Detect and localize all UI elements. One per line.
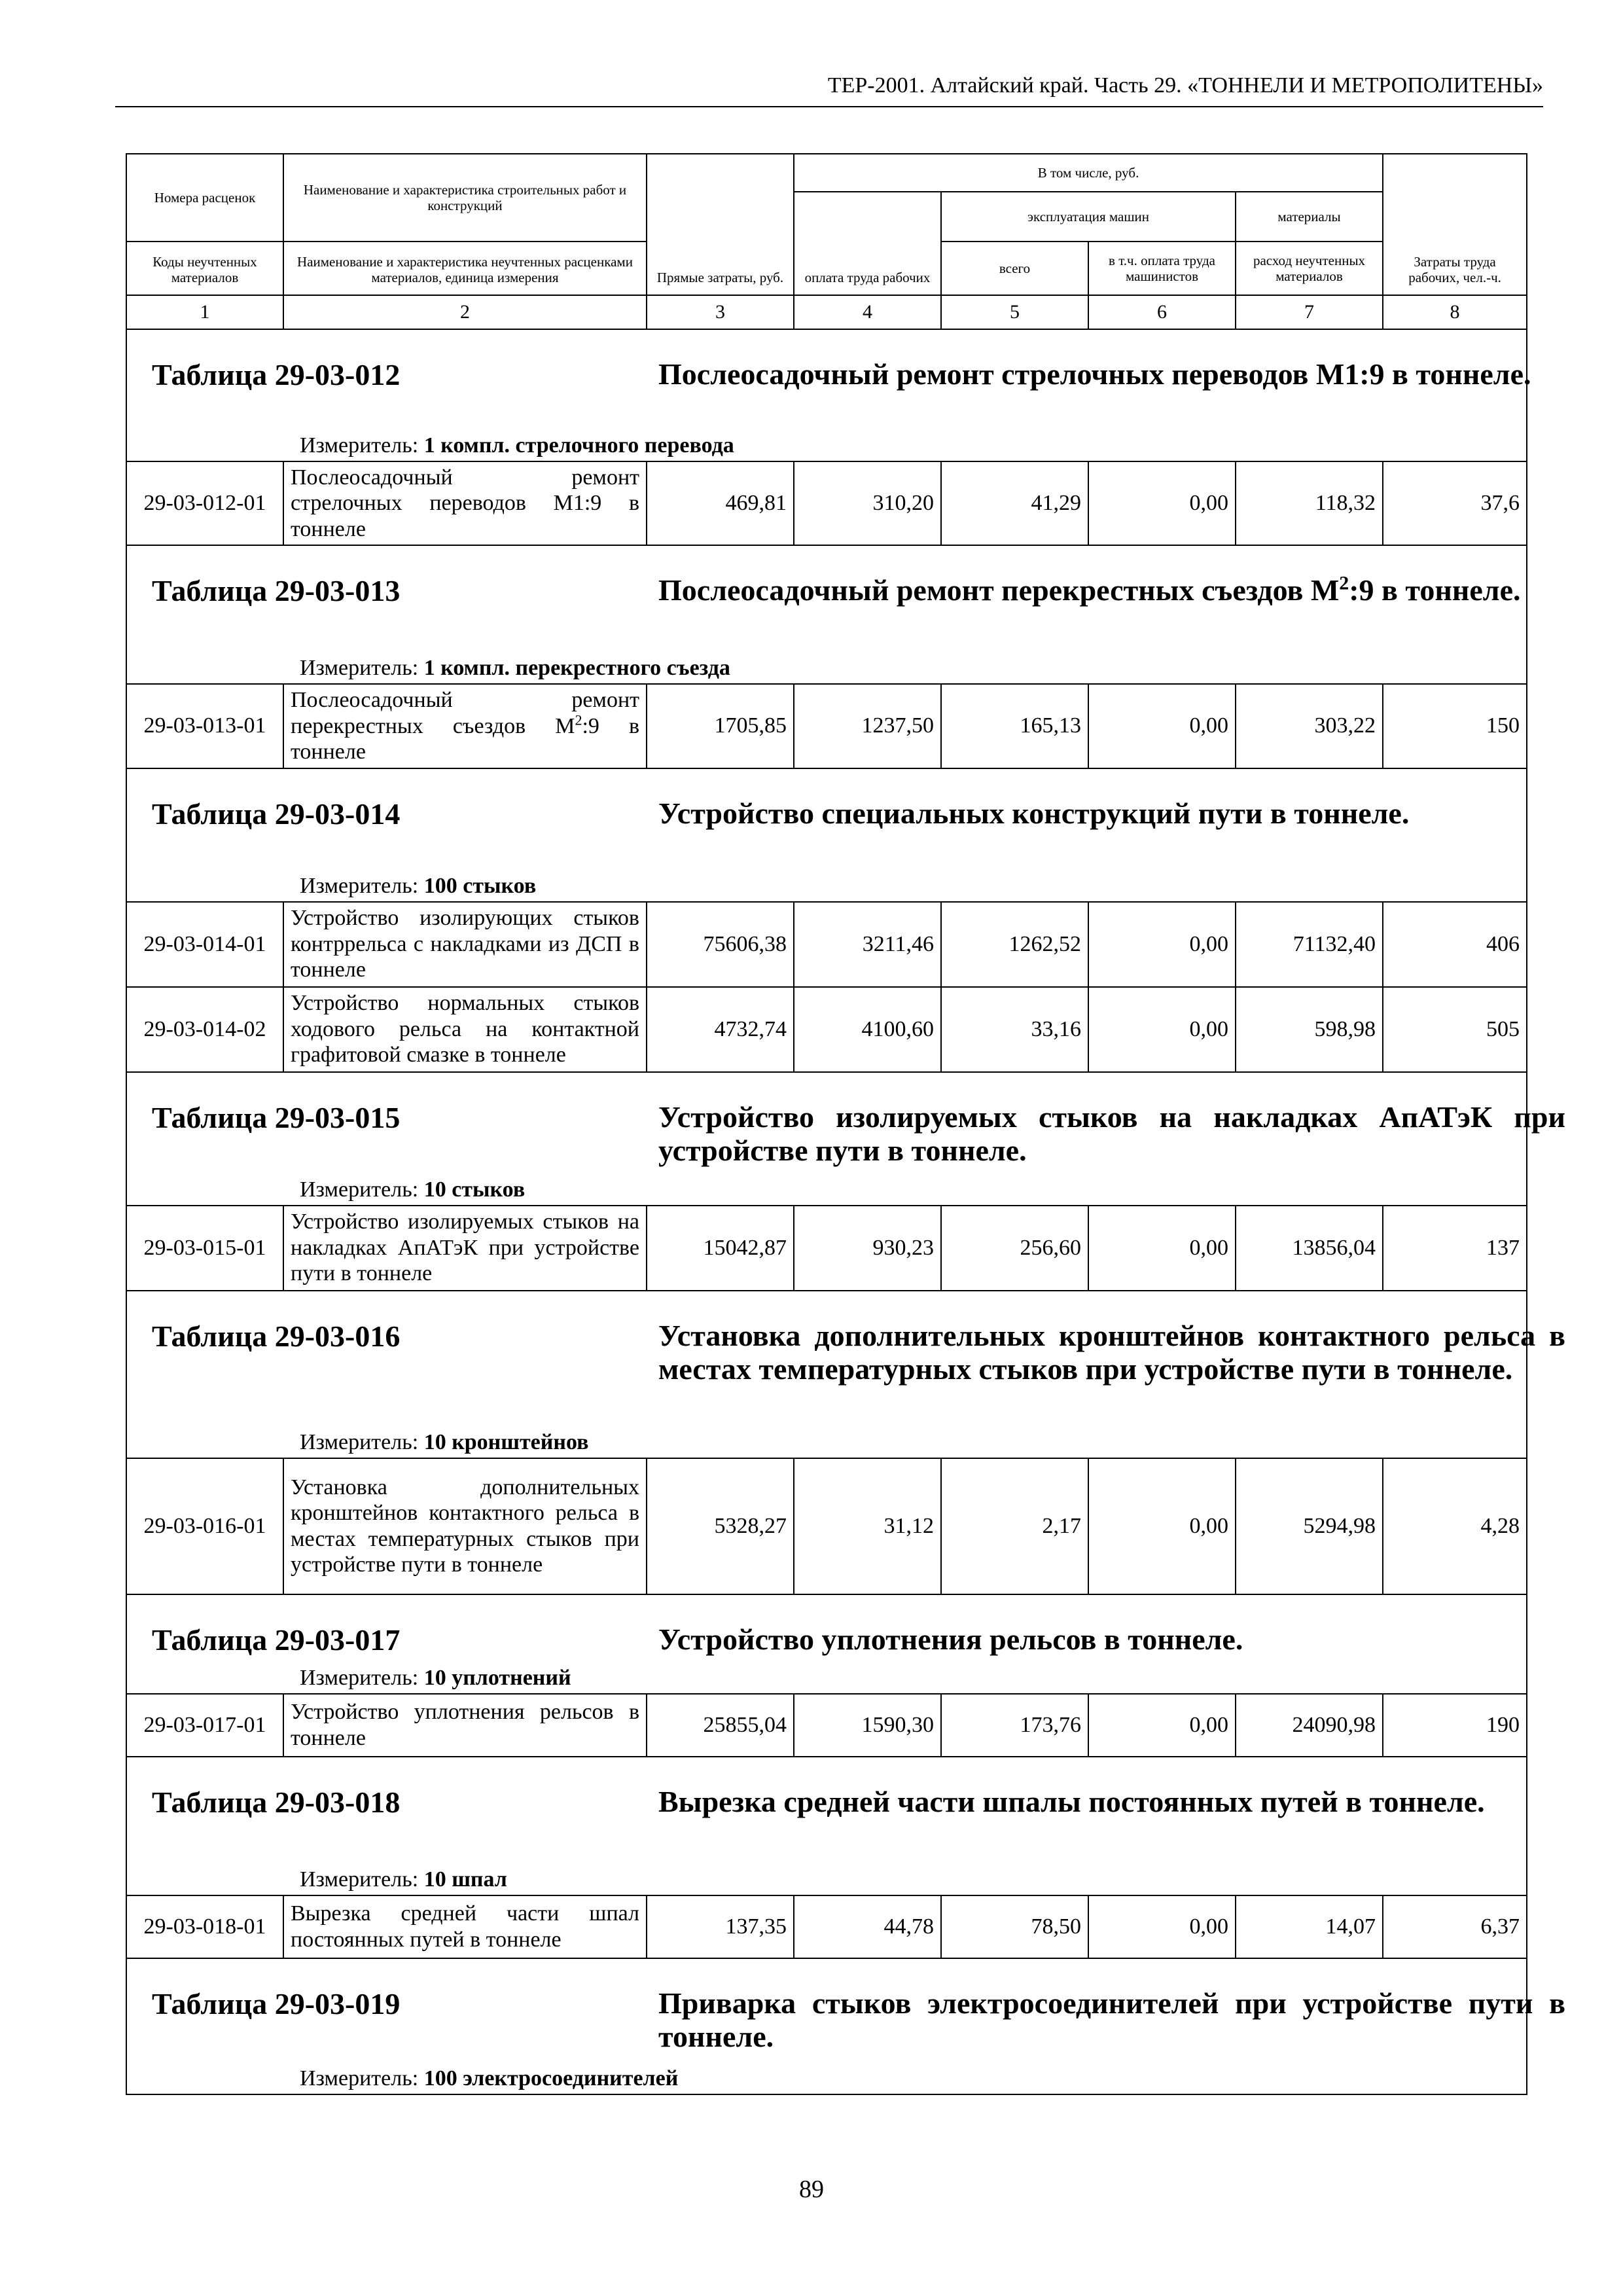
section-unit: Измеритель: 1 компл. перекрестного съезда [300,656,730,681]
rate-name: Устройство изолирующих стыков контррельса с накладками из ДСП в тоннеле [283,902,647,987]
section-unit: Измеритель: 10 стыков [300,1177,526,1202]
rate-name: Послеосадочный ремонт перекрестных съездов $М^2:9$ в тоннеле [283,684,647,768]
table-row [126,1458,1527,1594]
section-unit: Измеритель: 10 уплотнений [300,1665,571,1690]
table-row [126,461,1527,545]
section-code: Таблица 29-03-014 [152,797,401,831]
rate-code: 29-03-015-01 [126,1206,283,1291]
labor-hours: 4,28 [1383,1458,1527,1594]
section-title: Установка дополнительных кронштейнов контактного рельса в местах температурных стыков при устройстве пути в тоннеле. [658,1318,1565,1386]
table-row [126,684,1527,768]
table-row [126,1206,1527,1291]
header-col2-bottom: Наименование и характеристика неучтенных расценками материалов, единица измерения [283,242,647,295]
section-unit: Измеритель: 10 кронштейнов [300,1429,589,1454]
header-labor-pay: оплата труда рабочих [794,192,941,295]
rate-code: 29-03-012-01 [126,461,283,545]
labor-pay: 1237,50 [794,684,941,768]
labor-pay: 310,20 [794,461,941,545]
machines-total: 78,50 [941,1895,1088,1958]
direct-costs: 4732,74 [647,987,794,1072]
labor-hours: 137 [1383,1206,1527,1291]
column-number: 6 [1088,295,1236,329]
machines-total: 256,60 [941,1206,1088,1291]
table-row [126,1694,1527,1757]
rate-name: Послеосадочный ремонт стрелочных переводов М1:9 в тоннеле [283,461,647,545]
running-header: ТЕР-2001. Алтайский край. Часть 29. «ТОННЕЛИ И МЕТРОПОЛИТЕНЫ» [115,73,1543,107]
rate-name: Устройство нормальных стыков ходового рельса на контактной графитовой смазке в тоннеле [283,987,647,1072]
labor-pay: 1590,30 [794,1694,941,1757]
section-header [126,1958,1565,2094]
header-col2-top: Наименование и характеристика строительных работ и конструкций [283,154,647,242]
direct-costs: 15042,87 [647,1206,794,1291]
direct-costs: 75606,38 [647,902,794,987]
column-number: 8 [1383,295,1527,329]
header-col1-top: Номера расценок [126,154,283,242]
direct-costs: 5328,27 [647,1458,794,1594]
section-unit: Измеритель: 100 стыков [300,873,537,898]
rate-name: Устройство изолируемых стыков на накладках АпАТэК при устройстве пути в тоннеле [283,1206,647,1291]
labor-hours: 6,37 [1383,1895,1527,1958]
rate-code: 29-03-017-01 [126,1694,283,1757]
rates-table [126,153,1565,2095]
header-machinist-pay: в т.ч. оплата труда машинистов [1088,242,1236,295]
header-materials: материалы [1236,192,1383,242]
page-number: 89 [799,2176,824,2203]
rate-code: 29-03-014-02 [126,987,283,1072]
labor-hours: 150 [1383,684,1527,768]
materials-cost: 598,98 [1236,987,1383,1072]
section-header [126,768,1527,902]
machines-total: 33,16 [941,987,1088,1072]
column-number: 3 [647,295,794,329]
rate-name: Установка дополнительных кронштейнов контактного рельса в местах температурных стыков при устройстве пути в тоннеле [283,1458,647,1594]
section-header [126,1594,1527,1694]
header-machines: эксплуатация машин [941,192,1236,242]
machinist-pay: 0,00 [1088,684,1236,768]
section-title: Послеосадочный ремонт перекрестных съездов $М^2:9$ в тоннеле. [658,572,1521,607]
labor-pay: 930,23 [794,1206,941,1291]
direct-costs: 25855,04 [647,1694,794,1757]
table-row [126,902,1527,987]
labor-pay: 44,78 [794,1895,941,1958]
section-header [126,329,1531,461]
header-direct-costs: Прямые затраты, руб. [647,154,794,295]
section-title: Приварка стыков электросоединителей при устройстве пути в тоннеле. [658,1986,1565,2054]
labor-hours: 190 [1383,1694,1527,1757]
rate-code: 29-03-014-01 [126,902,283,987]
machinist-pay: 0,00 [1088,1895,1236,1958]
section-header [126,1072,1565,1206]
labor-hours: 37,6 [1383,461,1527,545]
materials-cost: 13856,04 [1236,1206,1383,1291]
materials-cost: 71132,40 [1236,902,1383,987]
column-number: 5 [941,295,1088,329]
materials-cost: 303,22 [1236,684,1383,768]
rate-name: Вырезка средней части шпал постоянных путей в тоннеле [283,1895,647,1958]
direct-costs: 1705,85 [647,684,794,768]
column-number: 2 [283,295,647,329]
section-title: Устройство специальных конструкций пути в тоннеле. [658,796,1410,830]
column-number: 1 [126,295,283,329]
section-code: Таблица 29-03-012 [152,358,401,391]
section-code: Таблица 29-03-018 [152,1785,401,1819]
materials-cost: 5294,98 [1236,1458,1383,1594]
materials-cost: 14,07 [1236,1895,1383,1958]
machinist-pay: 0,00 [1088,987,1236,1072]
rate-code: 29-03-013-01 [126,684,283,768]
header-labor-cost: Затраты труда рабочих, чел.-ч. [1383,154,1527,295]
machines-total: 1262,52 [941,902,1088,987]
machinist-pay: 0,00 [1088,1458,1236,1594]
machines-total: 173,76 [941,1694,1088,1757]
section-title: Вырезка средней части шпалы постоянных путей в тоннеле. [658,1784,1485,1818]
machines-total: 165,13 [941,684,1088,768]
section-code: Таблица 29-03-016 [152,1319,401,1353]
column-number: 4 [794,295,941,329]
section-code: Таблица 29-03-015 [152,1100,401,1134]
section-title: Послеосадочный ремонт стрелочных переводов М1:9 в тоннеле. [658,357,1531,391]
labor-hours: 406 [1383,902,1527,987]
machinist-pay: 0,00 [1088,1206,1236,1291]
section-header [126,1757,1527,1895]
header-machines-total: всего [941,242,1088,295]
rate-code: 29-03-018-01 [126,1895,283,1958]
machines-total: 2,17 [941,1458,1088,1594]
section-title: Устройство изолируемых стыков на накладках АпАТэК при устройстве пути в тоннеле. [658,1100,1565,1168]
labor-hours: 505 [1383,987,1527,1072]
section-header [126,1291,1565,1458]
labor-pay: 3211,46 [794,902,941,987]
section-header [126,545,1527,684]
section-code: Таблица 29-03-013 [152,574,401,608]
table-row [126,987,1527,1072]
header-col1-bottom: Коды неучтенных материалов [126,242,283,295]
section-unit: Измеритель: 1 компл. стрелочного перевода [300,433,734,457]
materials-cost: 118,32 [1236,461,1383,545]
column-number: 7 [1236,295,1383,329]
table-row [126,1895,1527,1958]
machinist-pay: 0,00 [1088,461,1236,545]
section-unit: Измеритель: 10 шпал [300,1867,507,1892]
direct-costs: 469,81 [647,461,794,545]
labor-pay: 31,12 [794,1458,941,1594]
section-title: Устройство уплотнения рельсов в тоннеле. [658,1622,1243,1656]
section-unit: Измеритель: 100 электросоединителей [300,2066,679,2090]
direct-costs: 137,35 [647,1895,794,1958]
section-code: Таблица 29-03-017 [152,1623,401,1657]
header-including: В том числе, руб. [794,154,1383,192]
section-code: Таблица 29-03-019 [152,1986,401,2020]
rate-name: Устройство уплотнения рельсов в тоннеле [283,1694,647,1757]
header-unaccounted-materials: расход неучтенных материалов [1236,242,1383,295]
rate-code: 29-03-016-01 [126,1458,283,1594]
labor-pay: 4100,60 [794,987,941,1072]
machinist-pay: 0,00 [1088,1694,1236,1757]
materials-cost: 24090,98 [1236,1694,1383,1757]
machinist-pay: 0,00 [1088,902,1236,987]
machines-total: 41,29 [941,461,1088,545]
